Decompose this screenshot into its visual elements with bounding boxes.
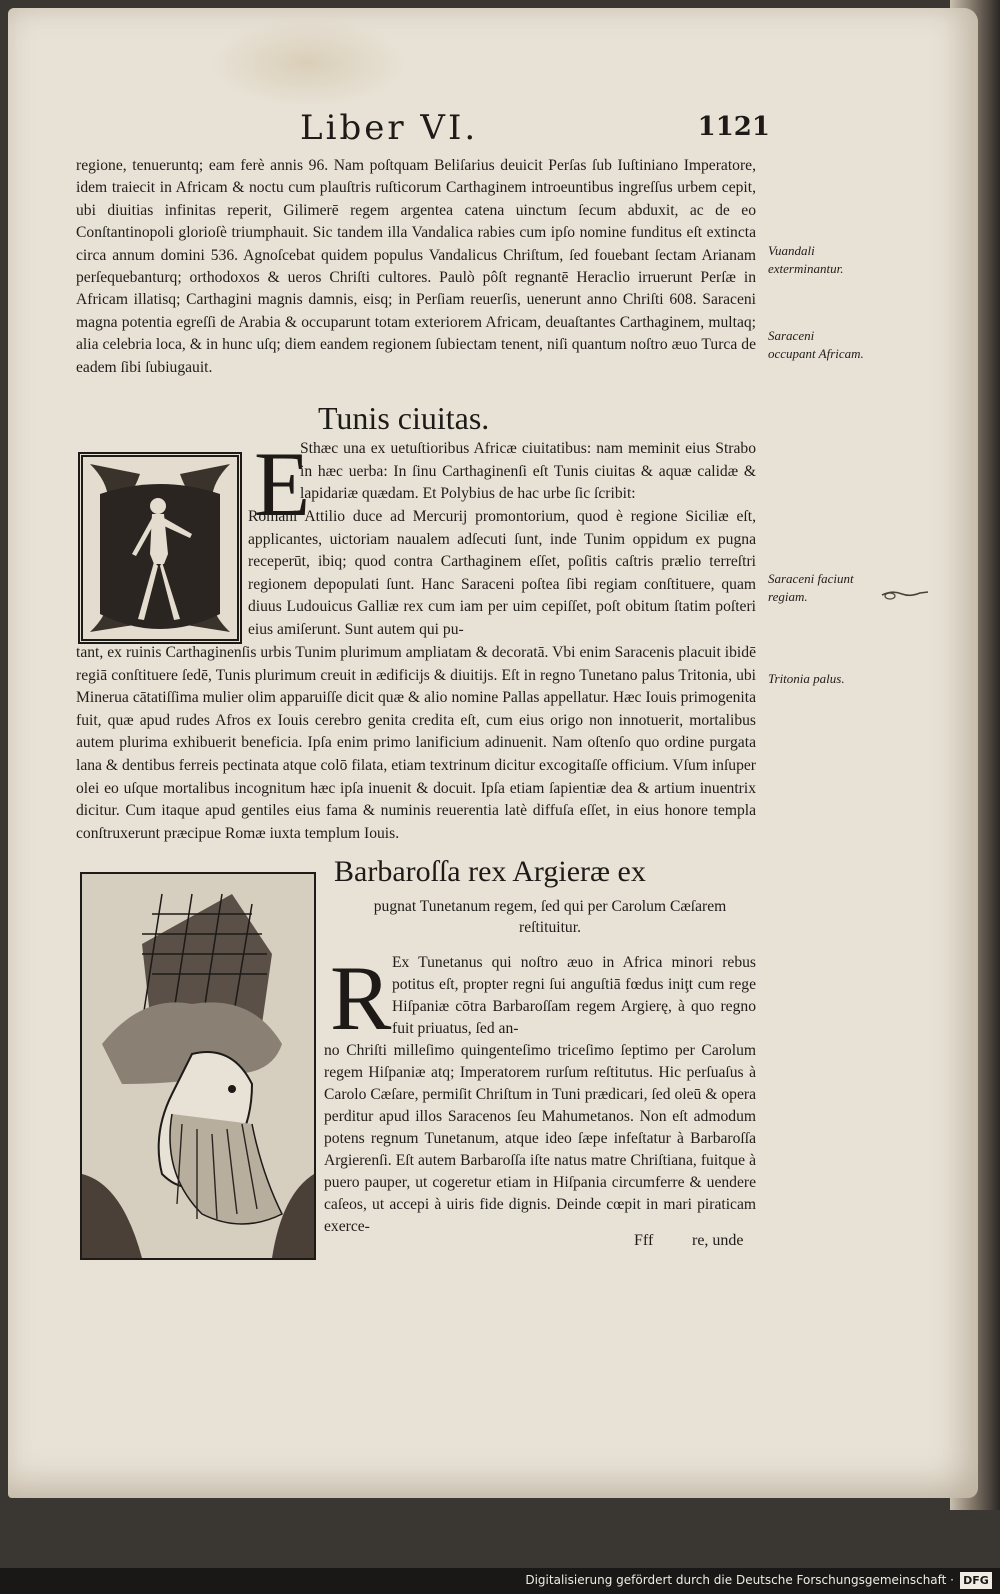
portrait-woodcut-icon (82, 874, 314, 1258)
page-header (300, 108, 770, 158)
drop-cap-r: R (330, 947, 392, 1049)
footer-credit: Digitalisierung gefördert durch die Deutsche Forschungsgemeinschaft · (525, 1573, 954, 1587)
tunis-text-body: tant, ex ruinis Carthaginenſis urbis Tunim plurimum ampliatam & decoratā. Vbi enim Saracenis placuit ibidē regiā conſtituere ſedē, Tunis plurimum creuit in ædificijs & diuitijs. Eſt in regno Tunetano palus Tritonia, ubi Minerua cātatiſſima mulier olim apparuiſſe dicit quæ & alio nomine Pallas appellatur. Hæc Iouis primogenita fuit, quæ apud rudes Afros ex Iouis cerebro genita credita eſt, cum eius origo non innotuerit, mortalibus autem plurima exhibuerit beneficia. Ipſa enim primo lanificium adinuenit. Nam oſtenſo quo ordine purgata lana & dentibus ferreis pectinata atque colō filata, etiam textrinum dicitur excogitaſſe officium. Vſum inſuper olei eo uſque mortalibus incognitum hæc ipſa inuenit & docuit. Ipſa etiam ſapientiæ dea & artium inuentrix dicitur. Cum itaque apud gentiles eius fama & numinis reuerentia latè diffuſa eſſet, in eius honore templa conſtruxerunt præcipue Romæ iuxta templum Iouis. (76, 644, 756, 842)
margin-note-saracens-regiam: Saraceni faciunt regiam. (768, 571, 854, 604)
paragraph-vandals: regione, tenueruntq; eam ferè annis 96. Nam poſtquam Beliſarius deuicit Perſas ſub Iuſtiniano Imperatore, idem traiecit in Africam & noctu cum plauſtris ruſticorum Carthaginem introeuntibus ingreſſus urbem cepit, ubi diuitias infinitas reperit, Gilimerē regem argentea catena uinctum ſecum abduxit, ac de eo Conſtantinopoli glorioſè triumphauit. Sic tandem illa Vandalica rabies cum ipſo nomine funditus eſt extincta circa annum domini 536. Agnoſcebat quidem populus Vandalicus Chriſtum, ſed fouebant ſectam Arianam perſequebanturq; orthodoxos & ueros Chriſti cultores. Paulò pôſt regnantē Heraclio irruerunt Perſæ in Africam illatisq; Carthagini magnis damnis, eisq; in Perſiam reuerſis, uenerunt anno Chriſti 608. Saraceni magna potentia egreſſi de Arabia & occuparunt totam exteriorem Africam, deuaſtantes Carthaginem, multaq; alia celebria loca, & in hunc uſq; diem eandem regionem ſubiectam tenent, niſi quantum noſtro æuo Turca de eadem ſibi ſubiugauit. (76, 157, 756, 376)
margin-note-tritonia: Tritonia palus. (768, 671, 845, 686)
drop-cap-e: E (254, 433, 311, 535)
running-title: Liber VI. (300, 108, 479, 148)
tunis-text-intro: Sthæc una ex uetuſtioribus Africæ ciuitatibus: nam meminit eius Strabo in hæc uerba: In ſinu Carthaginenſi eſt Tunis ciuitas & aquæ calidæ & lapidariæ quædam. Et Polybius de hac urbe ſic ſcribit: (300, 440, 756, 503)
barbarossa-text-body: no Chriſti milleſimo quingenteſimo triceſimo ſeptimo per Carolum regem Hiſpaniæ atq; Imperatorem rurſum reſtitutus. Hic perſuaſus à Carolo Cæſare, permiſit Chriſtum in Tuni prædicari, ſed oleū & opera perditur apud illos Saracenos ſeu Mahumetanos. Non eſt admodum potens regnum Tunetanum, atque ideo ſæpe infeſtatur à Barbaroſſa Argierenſi. Eſt autem Barbaroſſa iſte natus matre Chriſtiana, fuitque à puero pauper, ut cogeretur etiam in Hiſpania circumferre & uendere caſeos, ut accepi à uiris fide dignis. Deinde cœpit in mari piraticam exerce- (324, 1042, 756, 1235)
tunis-text-middle: Romani Attilio duce ad Mercurij promontorium, quod è regione Siciliæ eſt, applicantes, uictoriam naualem adſecuti ſunt, inde Tunim oppidum ex pugna receperūt, ibiq; quod contra Carthaginem eſſet, poſitis caſtris prælio terreſtri regionem depopulati ſunt. Hanc Saraceni poſtea ſibi regiam conſtituere, quam diuus Ludouicus Galliæ rex cum iam per uim cepiſſet, poſt obitum ſtatim poſteri eius amiſerunt. Sunt autem qui pu- (248, 508, 756, 638)
margin-note-vandals: Vuandali exterminantur. (768, 243, 844, 276)
woodcut-figure-icon (80, 454, 240, 642)
catchword: re, unde (692, 1232, 744, 1249)
barbarossa-heading: Barbaroſſa rex Argieræ ex (334, 855, 646, 888)
paper-stain (208, 18, 408, 108)
barbarossa-text-intro: Ex Tunetanus qui noſtro æuo in Africa minori rebus potitus eſt, propter regni ſui anguſtiā fœdus iniţt cum rege Hiſpaniæ cōtra Barbaroſſam regem Argierę, à quo regno fuit priuatus, ſed an- (392, 954, 756, 1037)
footer-bar (0, 1568, 1000, 1594)
manicule-pointer-icon (880, 588, 930, 602)
dfg-logo-icon: DFG (960, 1572, 992, 1589)
woodcut-initial-e (78, 452, 242, 644)
barbarossa-portrait (80, 872, 316, 1260)
tunis-heading: Tunis ciuitas. (318, 400, 490, 436)
signature-mark: Fff (634, 1232, 654, 1249)
margin-note-saracens-occupy: Saraceni occupant Africam. (768, 328, 864, 361)
barbarossa-subheading: pugnat Tunetanum regem, ſed qui per Carolum Cæſarem reſtituitur. (373, 898, 727, 936)
folio-number: 1121 (697, 112, 770, 142)
